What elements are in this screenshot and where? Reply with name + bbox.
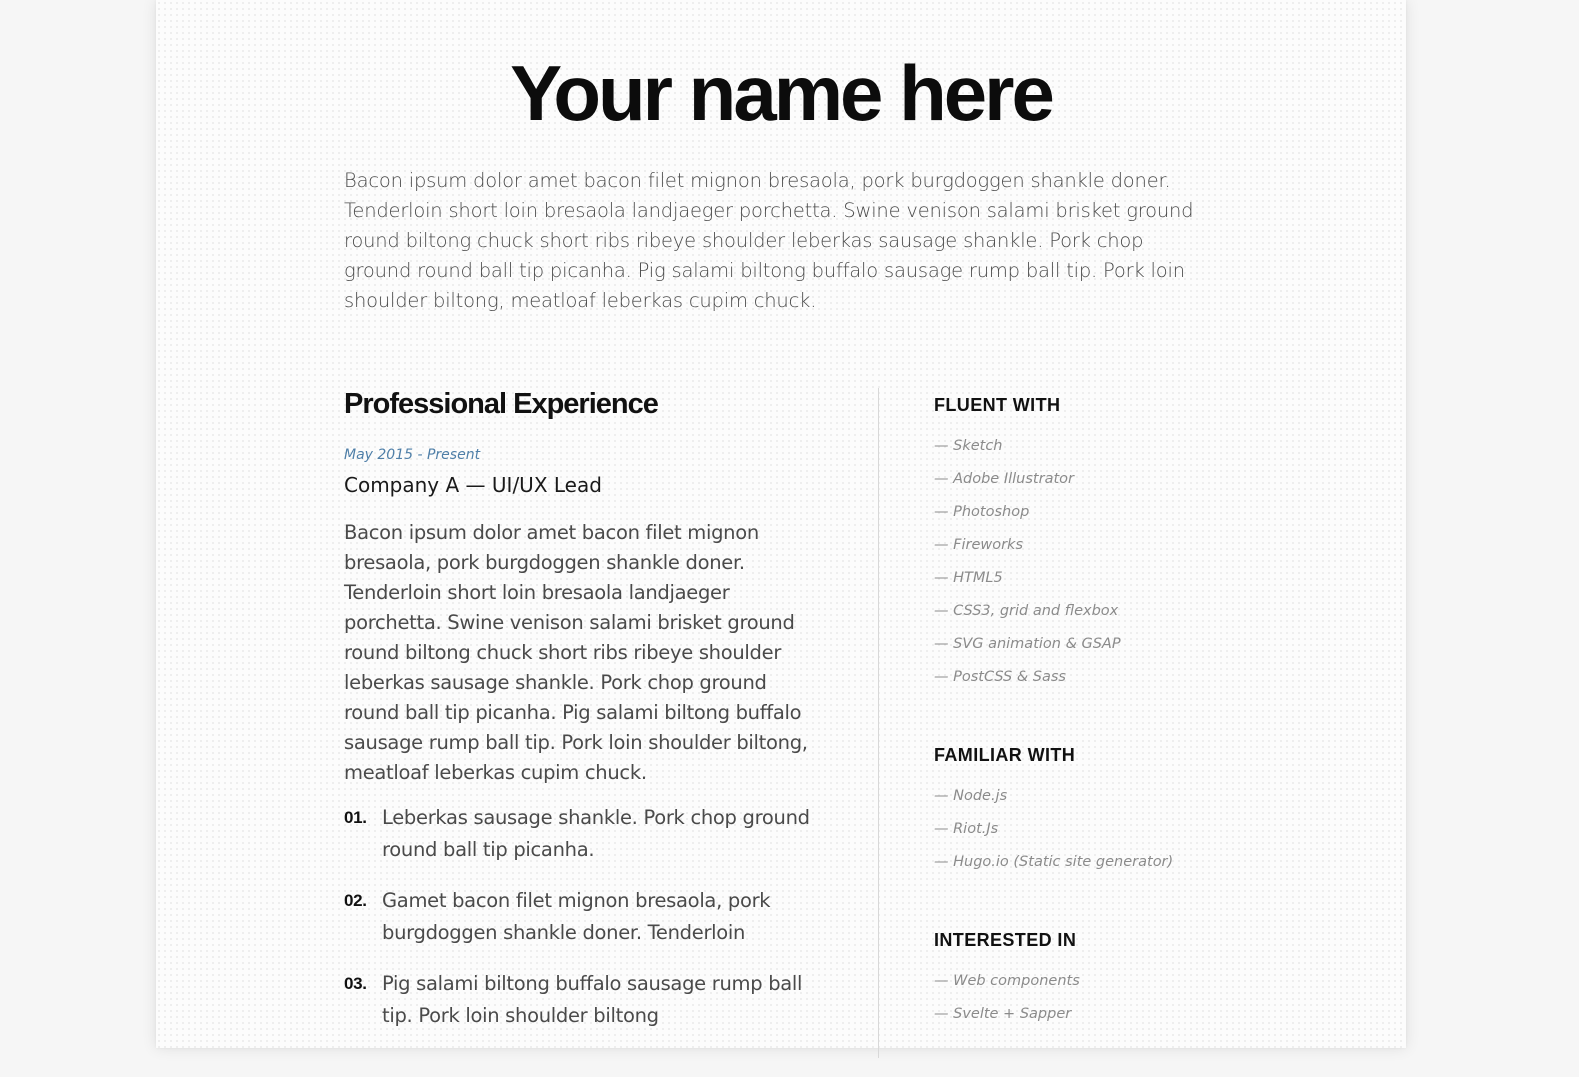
fluent-with-list: [934, 430, 1334, 694]
skill-item: — Node.js: [934, 788, 1008, 804]
highlight-text: Gamet bacon filet mignon bresaola, pork burgdoggen shankle doner. Tenderloin: [382, 889, 771, 944]
highlight-number: 02.: [344, 891, 367, 910]
highlight-item: [344, 885, 814, 949]
intro-paragraph: Bacon ipsum dolor amet bacon filet mignon bresaola, pork burgdoggen shankle doner. Tenderloin short loin bresaola landjaeger porchetta. Swine venison salami brisket ground round biltong chuck short ribs ribeye shoulder leberkas sausage shankle. Pork chop ground round ball tip picanha. Pig salami biltong buffalo sausage rump ball tip. Pork loin shoulder biltong, meatloaf leberkas cupim chuck.: [344, 169, 1194, 312]
fluent-with-group: [934, 390, 1334, 694]
highlight-number: 01.: [344, 808, 367, 827]
skill-item: — Fireworks: [934, 537, 1024, 553]
skill-item: — Sketch: [934, 438, 1003, 454]
job-highlights: [344, 802, 824, 1032]
highlight-text: Leberkas sausage shankle. Pork chop ground round ball tip picanha.: [382, 806, 810, 861]
interested-in-group: [934, 925, 1334, 1031]
highlight-item: [344, 968, 814, 1032]
experience-title: Professional Experience: [344, 388, 658, 420]
skill-item: — CSS3, grid and flexbox: [934, 603, 1119, 619]
familiar-with-heading: FAMILIAR WITH: [934, 745, 1076, 765]
skills-section: [934, 390, 1334, 1077]
interested-in-heading: INTERESTED IN: [934, 930, 1077, 950]
highlight-item: [344, 802, 814, 866]
skill-item: — SVG animation & GSAP: [934, 636, 1121, 652]
familiar-with-list: [934, 780, 1334, 879]
fluent-with-heading: FLUENT WITH: [934, 395, 1061, 415]
skill-item: — HTML5: [934, 570, 1003, 586]
job-description: Bacon ipsum dolor amet bacon filet mignon bresaola, pork burgdoggen shankle doner. Tenderloin short loin bresaola landjaeger porchetta. Swine venison salami brisket ground round biltong chuck short ribs ribeye shoulder leberkas sausage shankle. Pork chop ground round ball tip picanha. Pig salami biltong buffalo sausage rump ball tip. Pork loin shoulder biltong, meatloaf leberkas cupim chuck.: [344, 521, 808, 784]
highlight-text: Pig salami biltong buffalo sausage rump ball tip. Pork loin shoulder biltong: [382, 972, 803, 1027]
resume-sheet: [156, 0, 1406, 1048]
skill-item: — Riot.Js: [934, 821, 999, 837]
skill-item: — Hugo.io (Static site generator): [934, 854, 1174, 870]
job-date: May 2015 - Present: [344, 447, 481, 463]
skill-item: — Web components: [934, 973, 1080, 989]
skill-item: — Photoshop: [934, 504, 1030, 520]
job-title: Company A — UI/UX Lead: [344, 473, 602, 497]
column-divider: [878, 388, 879, 1058]
skill-item: — Svelte + Sapper: [934, 1006, 1072, 1022]
job-entry: [344, 445, 824, 1032]
skill-item: — Adobe Illustrator: [934, 471, 1074, 487]
skill-item: — PostCSS & Sass: [934, 669, 1066, 685]
highlight-number: 03.: [344, 974, 367, 993]
interested-in-list: [934, 965, 1334, 1031]
resume-name: Your name here: [510, 49, 1052, 137]
experience-section: [344, 384, 824, 1051]
familiar-with-group: [934, 740, 1334, 879]
